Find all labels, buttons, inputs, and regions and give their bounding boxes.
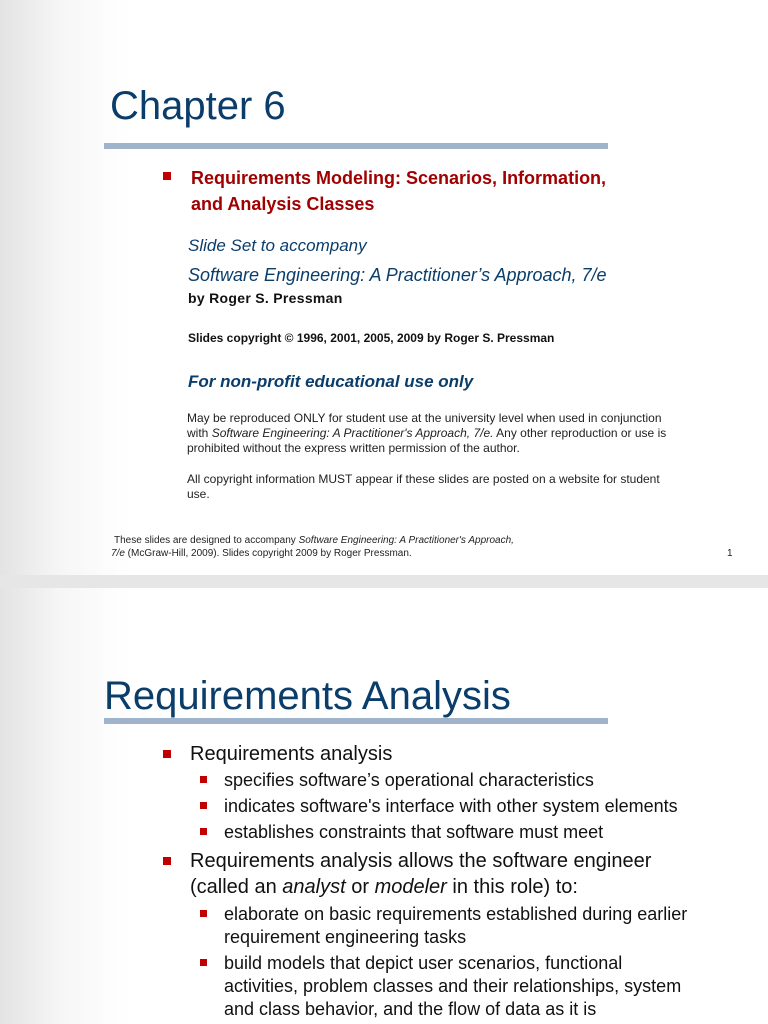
subtitle-line-1: Requirements Modeling: Scenarios, Information,	[191, 168, 607, 188]
sub-bullet-square-icon	[200, 828, 207, 835]
slide-title: Chapter 6	[110, 84, 286, 128]
bullet-square-icon	[163, 857, 171, 865]
nonprofit-notice: For non-profit educational use only	[188, 372, 474, 391]
copyright-line: Slides copyright © 1996, 2001, 2005, 2009 by Roger S. Pressman	[188, 331, 555, 345]
sub-bullet-square-icon	[200, 802, 207, 809]
book-title: Software Engineering: A Practitioner’s Approach, 7/e	[188, 265, 607, 285]
slide-set-label: Slide Set to accompany	[188, 236, 367, 255]
sub-bullet-build-line-1: build models that depict user scenarios, functional	[224, 953, 623, 973]
repro-line-3: prohibited without the express written permission of the author.	[187, 441, 520, 455]
repro-line-2: with Software Engineering: A Practitioner's Approach, 7/e. Any other reproduction or use is	[187, 426, 667, 440]
sub-bullet-constraints: establishes constraints that software must meet	[224, 822, 604, 842]
slide-title: Requirements Analysis	[104, 674, 511, 718]
footer-line-2: 7/e (McGraw-Hill, 2009). Slides copyright 2009 by Roger Pressman.	[111, 548, 412, 559]
sub-bullet-square-icon	[200, 959, 207, 966]
sub-bullet-build-line-2: activities, problem classes and their relationships, system	[224, 976, 682, 996]
sub-bullet-interface: indicates software's interface with other system elements	[224, 796, 678, 816]
copyright-info-line-2: use.	[187, 487, 210, 501]
page-number: 1	[727, 548, 733, 559]
bullet-requirements-analysis: Requirements analysis	[190, 743, 393, 765]
bullet-allows-line-1: Requirements analysis allows the software engineer	[190, 850, 652, 872]
author-line: by Roger S. Pressman	[188, 290, 343, 306]
sub-bullet-operational: specifies software’s operational characteristics	[224, 770, 594, 790]
copyright-info-line-1: All copyright information MUST appear if these slides are posted on a website for student	[187, 472, 660, 486]
sub-bullet-square-icon	[200, 910, 207, 917]
sub-bullet-build-line-3: and class behavior, and the flow of data as it is	[224, 999, 597, 1019]
slide-2	[0, 588, 768, 1024]
title-rule	[104, 143, 608, 149]
sub-bullet-elaborate-line-2: requirement engineering tasks	[224, 927, 467, 947]
title-rule	[104, 718, 608, 724]
repro-line-1: May be reproduced ONLY for student use at the university level when used in conjunction	[187, 411, 662, 425]
bullet-allows-line-2: (called an analyst or modeler in this role) to:	[190, 876, 578, 898]
bullet-square-icon	[163, 172, 171, 180]
subtitle-line-2: and Analysis Classes	[191, 194, 375, 214]
sub-bullet-square-icon	[200, 776, 207, 783]
footer-line-1: These slides are designed to accompany Software Engineering: A Practitioner's Approach,	[114, 535, 514, 546]
bullet-square-icon	[163, 750, 171, 758]
sub-bullet-elaborate-line-1: elaborate on basic requirements established during earlier	[224, 904, 688, 924]
